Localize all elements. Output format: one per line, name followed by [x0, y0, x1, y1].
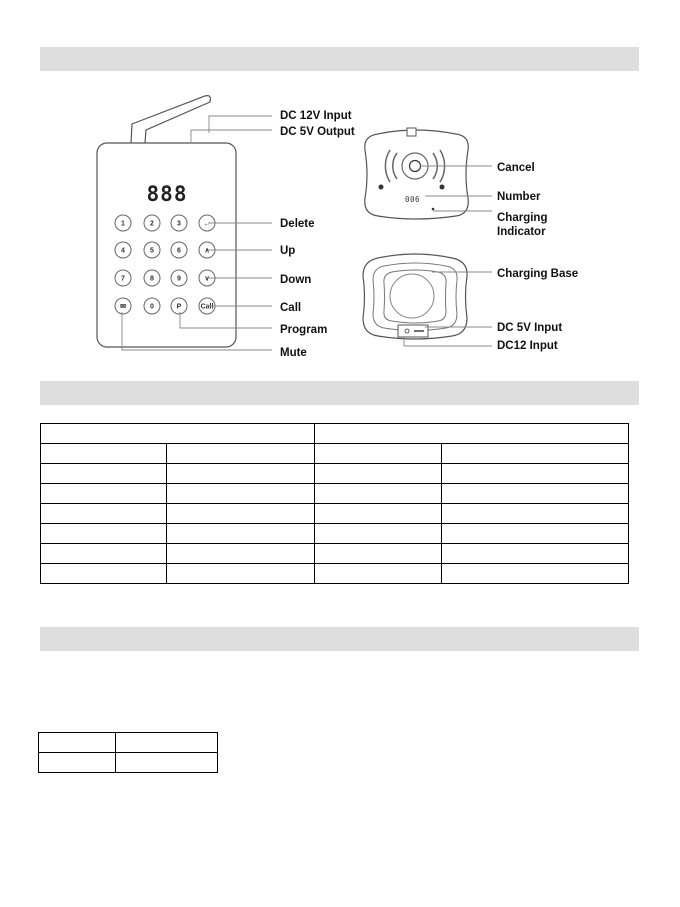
- key-label: 0: [150, 303, 154, 311]
- key-label: 7: [121, 275, 125, 283]
- table-header-cell: [315, 424, 629, 444]
- label-dc12v-input: DC 12V Input: [280, 110, 352, 122]
- key-label: P: [176, 303, 182, 311]
- table-cell: [167, 464, 315, 484]
- table-row: [41, 424, 629, 444]
- key-6: [171, 242, 187, 258]
- charging-indicator-dot: [432, 208, 435, 211]
- key-label: 8: [150, 275, 154, 283]
- key-label: 6: [177, 247, 181, 255]
- table-cell: [167, 564, 315, 584]
- table-row: [41, 464, 629, 484]
- key-label: ✉: [120, 303, 126, 311]
- table-cell: [442, 464, 629, 484]
- table-cell: [167, 484, 315, 504]
- section-header-band-2: [40, 381, 639, 405]
- table-cell: [167, 544, 315, 564]
- pager-led-left: [379, 185, 384, 190]
- key-program: [171, 298, 187, 314]
- pager-led-right: [440, 185, 445, 190]
- table-cell: [315, 544, 442, 564]
- table-cell: [442, 524, 629, 544]
- product-diagram: [0, 0, 680, 380]
- key-label: 4: [121, 247, 125, 255]
- key-2: [144, 215, 160, 231]
- label-charging-indicator-line2: Indicator: [497, 226, 546, 238]
- table-cell: [41, 484, 167, 504]
- label-cancel: Cancel: [497, 162, 535, 174]
- label-call: Call: [280, 302, 302, 314]
- table-cell: [315, 524, 442, 544]
- label-charging-indicator-line1: Charging: [497, 212, 548, 224]
- table-cell: [442, 564, 629, 584]
- key-7: [115, 270, 131, 286]
- table-cell: [442, 544, 629, 564]
- label-dc5v-output: DC 5V Output: [280, 126, 355, 138]
- table-row: [41, 484, 629, 504]
- table-cell: [315, 444, 442, 464]
- label-mute: Mute: [280, 347, 307, 359]
- table-row: [41, 444, 629, 464]
- key-label: 9: [177, 275, 181, 283]
- table-cell: [315, 484, 442, 504]
- table-row: [41, 504, 629, 524]
- table-cell: [41, 524, 167, 544]
- table-row: [41, 524, 629, 544]
- label-up: Up: [280, 245, 296, 257]
- table-cell: [39, 733, 116, 753]
- table-cell: [41, 464, 167, 484]
- table-cell: [167, 444, 315, 464]
- transmitter-device: [97, 96, 236, 347]
- key-label: ←: [203, 220, 211, 228]
- key-9: [171, 270, 187, 286]
- table-row: [39, 733, 218, 753]
- table-cell: [41, 564, 167, 584]
- table-cell: [41, 544, 167, 564]
- key-label: ∧: [204, 247, 210, 255]
- table-cell: [39, 753, 116, 773]
- key-5: [144, 242, 160, 258]
- section-header-band-3: [40, 627, 639, 651]
- small-table: [38, 732, 218, 773]
- pager-device: [365, 128, 468, 219]
- antenna: [131, 96, 210, 143]
- label-number: Number: [497, 191, 541, 203]
- table-cell: [116, 733, 218, 753]
- charging-base: [363, 254, 467, 339]
- pager-number: 006: [405, 195, 421, 204]
- label-dc5v-input: DC 5V Input: [497, 322, 563, 334]
- table-cell: [315, 564, 442, 584]
- table-cell: [442, 504, 629, 524]
- table-row: [39, 753, 218, 773]
- key-label: 2: [150, 220, 154, 228]
- table-cell: [167, 504, 315, 524]
- table-cell: [315, 504, 442, 524]
- key-label: ∨: [204, 275, 210, 283]
- table-cell: [167, 524, 315, 544]
- label-down: Down: [280, 274, 312, 286]
- key-mute: [115, 298, 131, 314]
- table-cell: [41, 444, 167, 464]
- table-row: [41, 544, 629, 564]
- key-8: [144, 270, 160, 286]
- label-dc12-input: DC12 Input: [497, 340, 558, 352]
- table-cell: [116, 753, 218, 773]
- pager-clip: [407, 128, 416, 136]
- table-cell: [41, 504, 167, 524]
- key-4: [115, 242, 131, 258]
- key-label: Call: [200, 303, 214, 311]
- label-charging-base: Charging Base: [497, 268, 579, 280]
- transmitter-display: 888: [146, 182, 188, 206]
- table-row: [41, 564, 629, 584]
- table-cell: [315, 464, 442, 484]
- key-0: [144, 298, 160, 314]
- pager-body: [365, 130, 468, 219]
- key-label: 3: [177, 220, 181, 228]
- key-label: 1: [121, 220, 125, 228]
- table-cell: [442, 484, 629, 504]
- specification-table: [40, 423, 629, 584]
- key-1: [115, 215, 131, 231]
- key-3: [171, 215, 187, 231]
- table-header-cell: [41, 424, 315, 444]
- table-cell: [442, 444, 629, 464]
- label-delete: Delete: [280, 218, 315, 230]
- label-program: Program: [280, 324, 328, 336]
- key-label: 5: [150, 247, 154, 255]
